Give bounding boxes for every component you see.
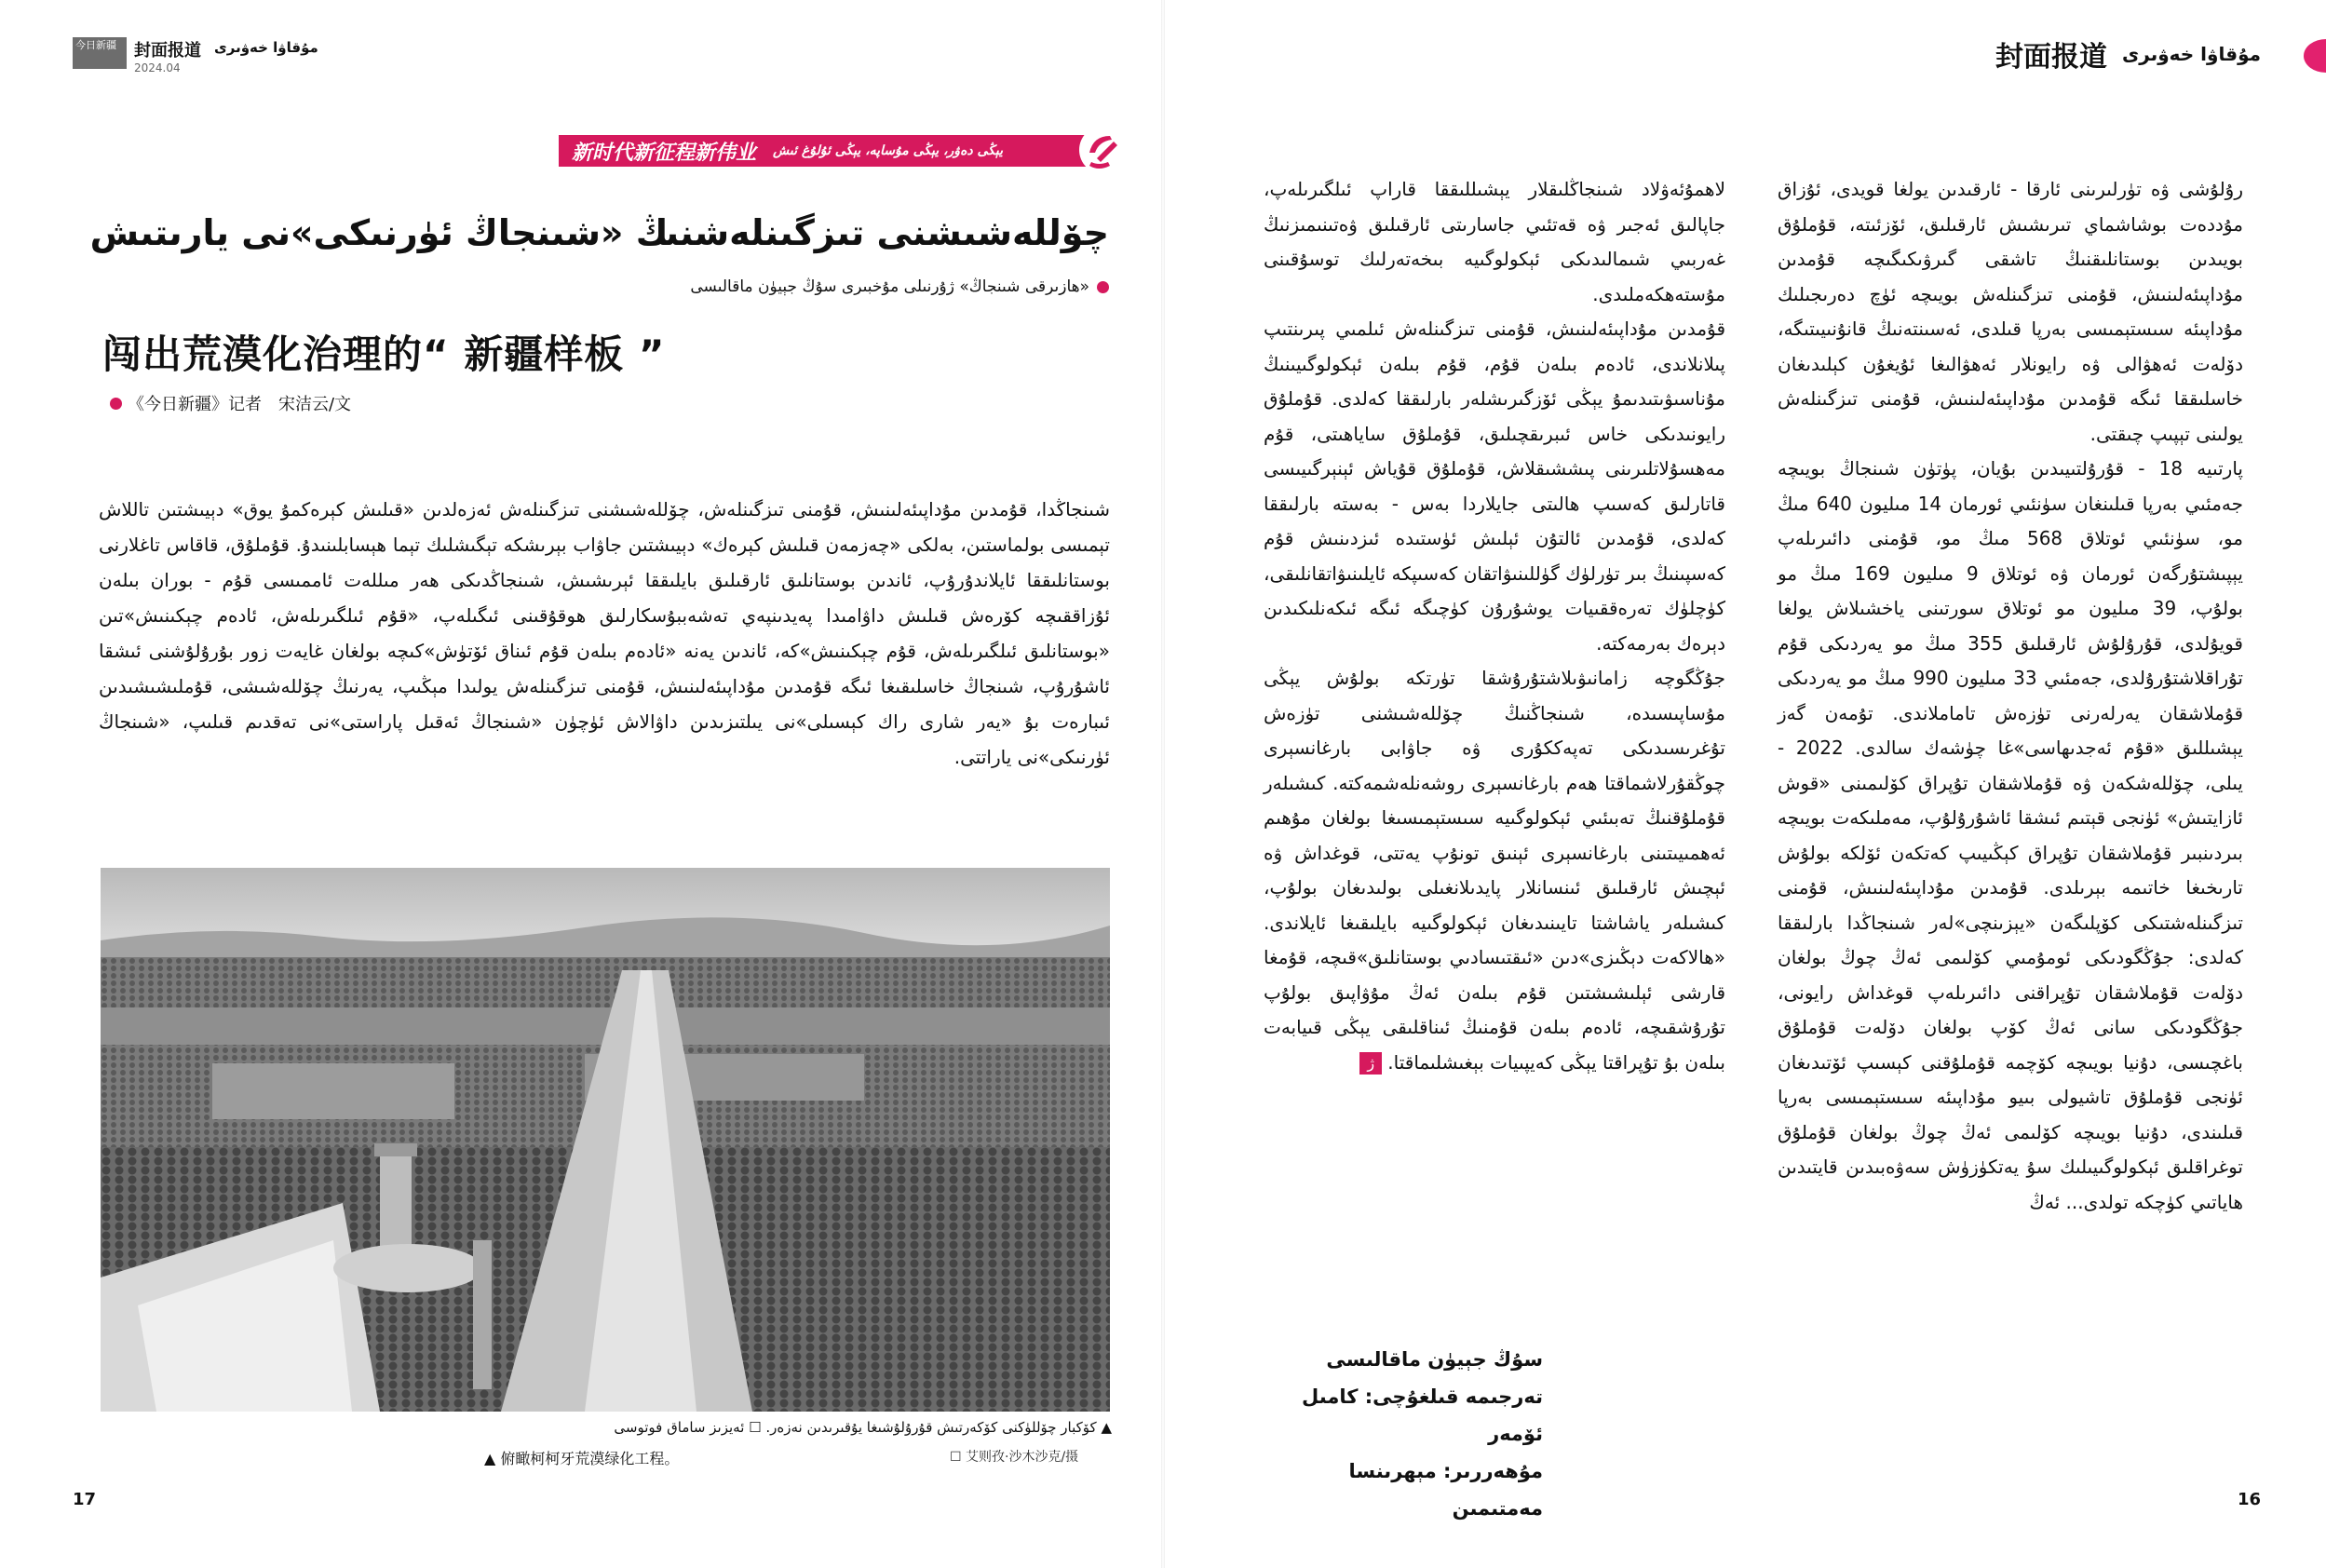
- column-right-text: رۇلۇشى ۋە تۈرلىرىنى ئارقا - ئارقىدىن يولغا قويدى، ئۇزاق مۇددەت بوشاشماي تىرىشىش ئارقىلىق، ئۆزئىتە، قۇملۇق بويىدىن بوستانلىقنىڭ تاشقى گىرۋىكىگىچە قۇمدىن مۇداپىئەلىنىش، قۇمنى تىزگىنلەش بويىچە ئۈچ دەرىجىلىك مۇداپىئە سىستېمىسى بەرپا قىلدى، ئەسىنتەنىڭ قانۇنىيىتىگە، دۆلەت ئەھۋالى ۋە رايونلار ئەھۋالىغا ئۇيغۇن كېلىدىغان خاسلىققا ئىگە قۇمدىن مۇداپىئەلىنىش، قۇمنى تىزگىنلەش يولىنى تېپىپ چىقتى. پارتىيە 18 - قۇرۇلتىيىدىن بۇيان، پۈتۈن شىنجاڭ بويىچە جەمئىي بەرپا قىلىنغان سۈنئىي ئورمان 14 مىليون 640 مىڭ مو، سۈنئىي ئوتلاق 568 مىڭ مو، قۇمنى دائىرىلەپ يېپىشتۇرگەن ئورمان ۋە ئوتلاق 9 مىليون 169 مىڭ مو بولۇپ، 39 مىليون مو ئوتلاق سورتىنى ياخشىلاش يولغا قويۇلدى، قۇرۇلۇش ئارقىلىق 355 مىڭ مو يەردىكى قۇم تۇراقلاشتۇرۇلدى، جەمئىي 33 مىليون 990 مىڭ مو يەردىكى قۇملاشقان يەرلەرنى تۈزەش تاماملاندى. تۇمەن گەز يېشىللىق «قۇم ئەجدىھاسى»غا چۈشەك سالدى. 2022 - يىلى، چۆللەشكەن ۋە قۇملاشقان تۇپراق كۆلىمىنى «قوش ئازايتىش» ئۈنجى قېتىم ئىشقا ئاشۇرۇلۇپ، مەملىكەت بويىچە بىردىنبىر قۇملاشقان تۇپراق كېڭىيىپ كەتكەن ئۆلكە بولۇش تارىخىغا خاتىمە بېرىلدى. قۇمدىن مۇداپىئەلىنىش، قۇمنى تىزگىنلەشتىكى كۆپلىگەن «يېزىنچى»لەر شىنجاڭدا بارلىققا كەلدى: جۇڭگودىكى ئومۇمىي كۆلىمى ئەڭ چوڭ بولغان دۆلەت قۇملاشقان تۇپراقنى دائىرىلەپ قوغداش رايونى، جۇڭگودىكى سانى ئەڭ كۆپ بولغان دۆلەت قۇملۇق باغچىسى، دۇنيا بويىچە كۆچمە قۇملۇقنى كېسىپ ئۆتىدىغان ئۈنجى قۇملۇق تاشيولى بىيو مۇداپىئە سىستېمىسى بەرپا قىلىندى، دۇنيا بويىچە كۆلىمى ئەڭ چوڭ بولغان قۇملۇق توغراقلىق ئېكولوگىيىلىك سۇ يەتكۈزۈش سەۋەبىدىن قايتىدىن ھاياتىي كۈچكە تولدى... ئەڭ: [1778, 178, 2243, 1213]
- credit-editor: مۇھەررىر: مېھرىنسا مەمتىمىن: [1348, 1460, 1543, 1520]
- issue-date: 2024.04: [134, 61, 181, 74]
- byline-cn: [110, 391, 351, 415]
- author-credits: [1264, 1341, 1543, 1527]
- banner-ug: يېڭى دەۋر، يېڭى مۇساپە، يېڭى ئۇلۇغ ئىش: [773, 143, 1004, 158]
- photo-caption-ug: ▲ كۆكبار چۆللۈكنى كۆكەرتىش قۇرۇلۇشىغا يۇقىرىدىن نەزەر. ☐ ئەيزىز ساماق فوتوسى: [614, 1419, 1112, 1436]
- photo-credit-cn: ☐ 艾则孜·沙木沙克/摄: [950, 1450, 1079, 1465]
- page-16: [1163, 0, 2326, 1568]
- article-title-ug: چۆللەشىشنى تىزگىنلەشنىڭ «شىنجاڭ ئۈرنىكى»نى يارىتىش: [89, 212, 1109, 253]
- column-name-ug: مۇقاۋا خەۋىرى: [214, 39, 318, 56]
- party-emblem-icon: [1078, 125, 1129, 175]
- magazine-logo: 今日新疆: [73, 37, 127, 69]
- page-number-left: 17: [73, 1490, 97, 1509]
- bullet-icon: [110, 398, 122, 410]
- aerial-photo: [101, 868, 1110, 1412]
- photo-caption-cn: ▲ 俯瞰柯柯牙荒漠绿化工程。: [484, 1450, 680, 1467]
- byline-ug-text: «ھازىرقى شىنجاڭ» ژۇرنىلى مۇخبىرى سۇڭ جېيۈن ماقالىسى: [690, 277, 1089, 296]
- banner-cn: 新时代新征程新伟业: [572, 140, 757, 165]
- column-name-cn: 封面报道: [1995, 41, 2107, 74]
- text-column-middle: [1264, 172, 1725, 1080]
- lead-paragraph: شىنجاڭدا، قۇمدىن مۇداپىئەلىنىش، قۇمنى تىزگىنلەش، چۆللەشىشنى تىزگىنلەش ئەزەلدىن «قىلىش كېرەكمۇ يوق» دېيىشتىن تاللاش تېمىسى بولماستىن، بەلكى «چەزمەن قىلىش كېرەك» دېيىشتىن جاۋاب بېرىشكە تېگىشلىك تېما ھېسابلىنىدۇ. قۇملۇق، قاقاس تاغلارنى بوستانلىققا ئايلاندۇرۇپ، ئاندىن بوستانلىق ئارقىلىق بايلىققا ئېرىشىش، شىنجاڭدىكى ھەر مىللەت ئاممىسى قۇم - بوران بىلەن ئۇزاققىچە كۆرەش قىلىش داۋامىدا پەيدىنپەي تەشەببۇسكارلىق ھوقۇقىنى ئىگىلەپ، «قۇم ئىلگىرىلەش، ئادەم چېكىنىش»تىن «بوستانلىق ئىلگىرىلەش، قۇم چېكىنىش»كە، ئاندىن يەنە «ئادەم بىلەن قۇم ئىناق ئۆتۈش»كىچە بولغان غايەت زور بۇرۇلۇشنى ئىشقا ئاشۇرۇپ، شىنجاڭ خاسلىقىغا ئىگە قۇمدىن مۇداپىئەلىنىش، قۇمنى تىزگىنلەش يولىدا مېڭىپ، يەرنىڭ چۆللەشىشى، قۇملىشىشىدىن ئىبارەت بۇ «يەر شارى راك كېسىلى»نى يىلتىزىدىن داۋالاش ئۈچۈن «شىنجاڭ ئەقىل پاراستى»نى تەقدىم قىلىپ، «شىنجاڭ ئۈرنىكى»نى ياراتتى.: [99, 498, 1110, 768]
- byline-ug: [690, 277, 1109, 296]
- byline-cn-text: 《今日新疆》记者 宋洁云/文: [128, 395, 352, 414]
- column-name: 封面报道: [134, 41, 201, 61]
- aerial-landscape-image: [101, 868, 1110, 1412]
- running-header-left: [73, 37, 318, 74]
- page-tab-marker: [2304, 39, 2326, 73]
- text-column-right: [1778, 172, 2243, 1220]
- section-banner: [559, 135, 1099, 167]
- column-name-ug: مۇقاۋا خەۋىرى: [2121, 43, 2261, 65]
- article-title-cn: 闯出荒漠化治理的“ 新疆样板 ”: [102, 331, 666, 377]
- end-mark-icon: ژ: [1359, 1052, 1382, 1075]
- credit-translator: تەرجىمە قىلغۇچى: كامىل ئۆمەر: [1302, 1386, 1543, 1445]
- running-header-right: [1995, 34, 2261, 74]
- bullet-icon: [1097, 281, 1109, 293]
- column-middle-text: لاھمۇئەۋلاد شىنجاڭلىقلار يېشىللىققا قاراپ ئىلگىرىلەپ، جاپالىق ئەجىر ۋە قەتئىي جاسارىتى ئارقىلىق ۋەتىنىمىزنىڭ غەربىي شىمالىدىكى ئېكولوگىيە بىخەتەرلىك توسۇقىنى مۇستەھكەملىدى. قۇمدىن مۇداپىئەلىنىش، قۇمنى تىزگىنلەش ئىلمىي پىرىنتىپ پىلانلاندى، ئادەم بىلەن قۇم، قۇم بىلەن ئېكولوگىيىنىڭ مۇناسىۋىتىدىمۇ يېڭى ئۆزگىرىشلەر بارلىققا كەلدى. قۇملۇق رايونىدىكى خاس ئىبرىقچىلىق، قۇملۇق ساياھىتى، قۇم مەھسۇلاتلىرىنى پىششىقلاش، قۇملۇق قۇياش ئېنېرگىيىسى قاتارلىق كەسىپ ھالىتى جايلاردا بەس - بەستە بارلىققا كەلدى، قۇمدىن ئالتۇن ئېلىش ئۈستىدە ئىزدىنىش قۇم كەسپىنىڭ بىر تۈرلۈك گۈللىنىۋاتقان كەسىپكە ئايلىنىۋاتقانلىقى، كۈچلۈك تەرەققىيات يوشۇرۇن كۈچىگە ئىگە ئىكەنلىكىدىن دېرەك بەرمەكتە. جۇڭگوچە زامانىۋىلاشتۇرۇشقا تۈرتكە بولۇش يېڭى مۇساپىسىدە، شىنجاڭنىڭ چۆللەشىشنى تۈزەش تۇغرىسىدىكى تەپەككۇرى ۋە جاۋابى بارغانسېرى چوڭقۇرلاشماقتا ھەم بارغانسېرى روشەنلەشمەكتە. كىشىلەر قۇملۇقنىڭ تەبىئىي ئېكولوگىيە سىستېمىسىغا بولغان مۇھىم ئەھمىيىتىنى بارغانسېرى ئېنىق تونۇپ يەتتى، قوغداش ۋە ئېچىش ئارقىلىق ئىنسانلار پايدىلانغىلى بولىدىغان بولۇپ، كىشىلەر ياشاشتا تايىنىدىغان ئېكولوگىيە بايلىقىغا ئايلاندى. «ھالاكەت دېڭىزى»دىن «ئىقتىسادىي بوستانلىق»قىچە، قۇمغا قارشى ئېلىشىشتىن قۇم بىلەن ئەڭ مۇۋاپىق بولۇپ تۇرۇشقىچە، ئادەم بىلەن قۇمنىڭ ئىناقلىقى يېڭى قىيابەت بىلەن بۇ تۇپراقتا يېڭى كەيپىيات بېغىشلىماقتا.: [1264, 178, 1725, 1074]
- page-number-right: 16: [2237, 1490, 2261, 1509]
- credit-author: سۇڭ جېيۈن ماقالىسى: [1326, 1348, 1543, 1371]
